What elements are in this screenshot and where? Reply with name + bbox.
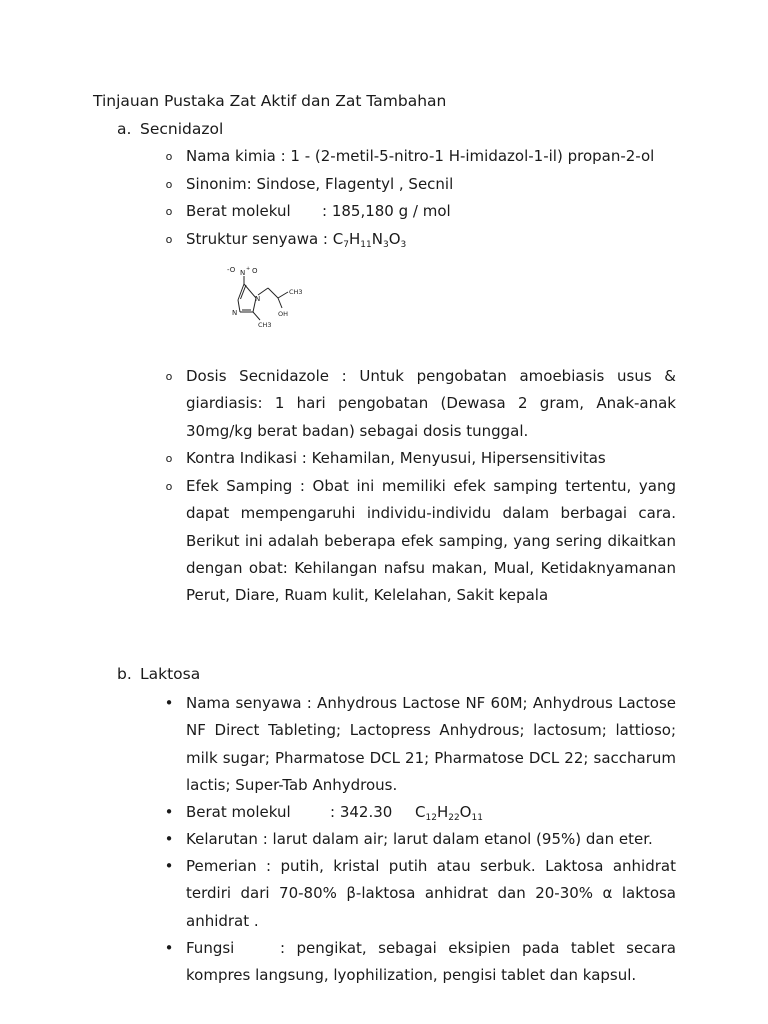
nitro-plus-label: + — [246, 266, 251, 272]
berat-molekul-label: Berat molekul — [186, 202, 291, 220]
nama-senyawa-item: Nama senyawa : Anhydrous Lactose NF 60M; Anhydrous Lactose NF Direct Tableting; Lactopress Anhydrous; lactosum; lattioso; milk sugar; Pharmatose DCL 21; Pharmatose DCL 22; saccharum lactis; Super-Tab Anhydrous. — [186, 694, 676, 794]
section-a-heading — [117, 120, 223, 138]
bullet-open: o — [165, 370, 173, 383]
bullet-filled: • — [164, 803, 174, 821]
fungsi-label: Fungsi — [186, 939, 235, 957]
bullet-filled: • — [164, 939, 174, 957]
section-a-label: a. — [117, 120, 132, 138]
dosis-item: Dosis Secnidazole : Untuk pengobatan amoebiasis usus & giardiasis: 1 hari pengobatan (Dewasa 2 gram, Anak-anak 30mg/kg berat badan) sebagai dosis tunggal. — [186, 367, 676, 440]
berat-molekul-value: : 185,180 g / mol — [322, 202, 451, 220]
bullet-open: o — [165, 452, 173, 465]
bullet-open: o — [165, 150, 173, 163]
berat-molekul-value: : 342.30 — [330, 803, 393, 821]
bullet-filled: • — [164, 857, 174, 875]
bullet-open: o — [165, 480, 173, 493]
nitro-oxygen-label: O — [252, 267, 258, 275]
section-a-title: Secnidazol — [140, 120, 224, 138]
secnidazole-structure-diagram — [220, 262, 310, 334]
kontra-indikasi-item: Kontra Indikasi : Kehamilan, Menyusui, Hipersensitivitas — [186, 449, 606, 467]
bullet-filled: • — [164, 694, 174, 712]
bullet-open: o — [165, 178, 173, 191]
molecular-formula: $C_7H_{11}N_3O_3$ — [332, 230, 407, 250]
fungsi-value: : pengikat, sebagai eksipien pada tablet secara kompres langsung, lyophilization, pengisi tablet dan kapsul. — [186, 939, 676, 985]
ring-nitrogen-label: N — [255, 295, 261, 303]
bullet-open: o — [165, 205, 173, 218]
nitro-nitrogen-label: N — [240, 269, 246, 277]
nama-kimia-item: Nama kimia : 1 - (2-metil-5-nitro-1 H-imidazol-1-il) propan-2-ol — [186, 147, 655, 165]
bullet-filled: • — [164, 830, 174, 848]
ring-methyl-label: CH3 — [258, 321, 272, 329]
nitro-oxygen-label: -O — [227, 266, 236, 274]
berat-molekul-item — [186, 198, 676, 225]
struktur-label: Struktur senyawa : — [186, 230, 333, 248]
fungsi-item — [186, 935, 676, 990]
section-b-heading — [117, 665, 200, 683]
struktur-item — [186, 226, 676, 253]
pemerian-item: Pemerian : putih, kristal putih atau serbuk. Laktosa anhidrat terdiri dari 70-80% β-laktosa anhidrat dan 20-30% α laktosa anhidrat . — [186, 857, 676, 930]
laktosa-formula: $C_{12}H_{22}O_{11}$ — [415, 803, 483, 823]
kelarutan-item: Kelarutan : larut dalam air; larut dalam etanol (95%) dan eter. — [186, 830, 653, 848]
bullet-open: o — [165, 233, 173, 246]
efek-samping-item: Efek Samping : Obat ini memiliki efek samping tertentu, yang dapat mempengaruhi individu-individu dalam berbagai cara. Berikut ini adalah beberapa efek samping, yang sering dikaitkan dengan obat: Kehilangan nafsu makan, Mual, Ketidaknyamanan Perut, Diare, Ruam kulit, Kelelahan, Sakit kepala — [186, 477, 676, 605]
hydroxyl-label: OH — [278, 310, 289, 318]
side-methyl-label: CH3 — [289, 288, 303, 296]
section-b-title: Laktosa — [140, 665, 201, 683]
berat-molekul-label: Berat molekul — [186, 803, 291, 821]
berat-molekul-laktosa-item — [186, 799, 676, 826]
ring-nitrogen-label: N — [232, 309, 238, 317]
document-title: Tinjauan Pustaka Zat Aktif dan Zat Tambahan — [93, 92, 447, 110]
sinonim-item: Sinonim: Sindose, Flagentyl , Secnil — [186, 175, 454, 193]
section-b-label: b. — [117, 665, 132, 683]
